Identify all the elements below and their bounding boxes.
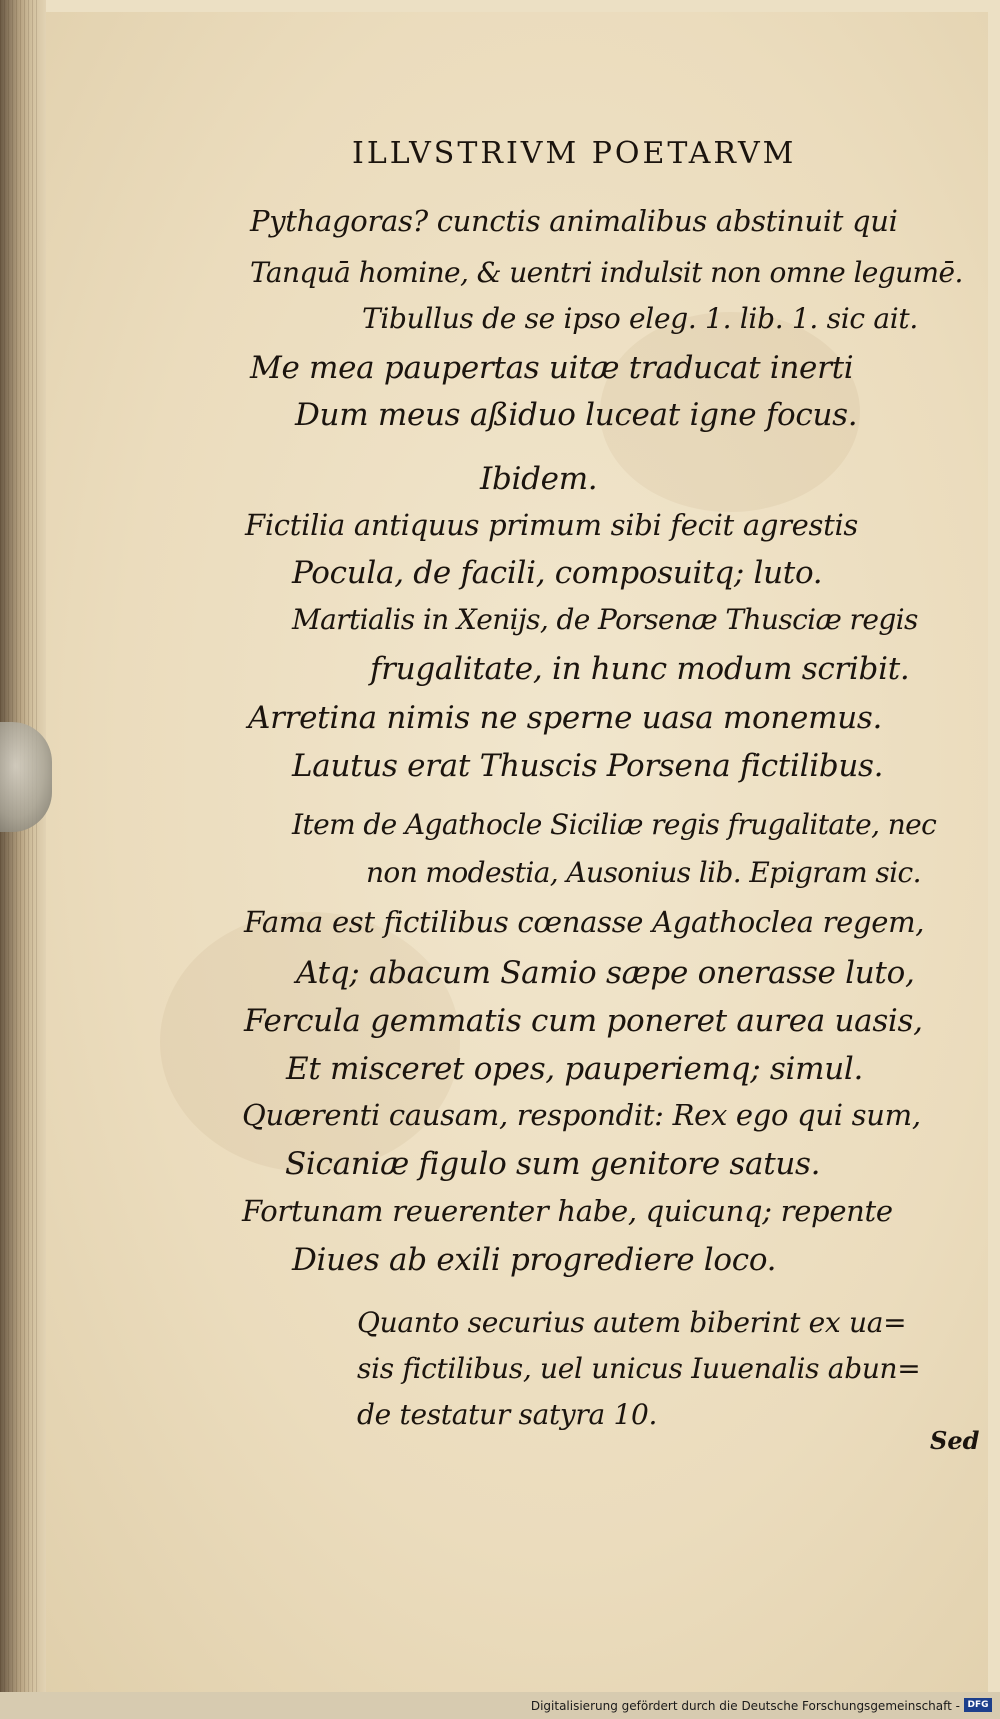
text-line: Pythagoras? cunctis animalibus abstinuit qui [250,204,898,238]
text-line: frugalitate, in hunc modum scribit. [370,651,910,687]
text-line: Tanquā homine, & uentri indulsit non omne legumē. [250,256,963,289]
digitization-credit: Digitalisierung gefördert durch die Deutsche Forschungsgemeinschaft - [530,1699,960,1713]
text-line: Tibullus de se ipso eleg. 1. lib. 1. sic ait. [362,302,918,335]
text-line: de testatur satyra 10. [357,1398,658,1431]
text-line: Fictilia antiquus primum sibi fecit agrestis [245,508,859,542]
text-line: Martialis in Xenijs, de Porsenæ Thusciæ regis [292,603,918,636]
text-line: non modestia, Ausonius lib. Epigram sic. [366,856,921,889]
text-line: Arretina nimis ne sperne uasa monemus. [248,700,883,736]
text-line: Lautus erat Thuscis Porsena fictilibus. [292,748,884,784]
text-line: Me mea paupertas uitæ traducat inerti [250,350,854,386]
footer-strip [0,1692,1000,1719]
text-line: Atq; abacum Samio sæpe onerasse luto, [296,955,915,991]
text-line: Item de Agathocle Siciliæ regis frugalitate, nec [292,808,937,841]
text-line: Quærenti causam, respondit: Rex ego qui sum, [242,1098,921,1132]
text-line: Ibidem. [480,461,598,497]
text-line: Quanto securius autem biberint ex ua= [357,1306,907,1339]
text-line: Dum meus aßiduo luceat igne focus. [295,397,858,433]
text-line: Et misceret opes, pauperiemq; simul. [286,1051,864,1087]
text-line: Fortunam reuerenter habe, quicunq; repente [242,1194,893,1228]
running-head: ILLVSTRIVM POETARVM [352,136,797,171]
text-line: Diues ab exili progrediere loco. [292,1242,777,1278]
catchword: Sed [930,1426,980,1455]
text-line: Fama est fictilibus cœnasse Agathoclea regem, [244,905,925,939]
text-line: sis fictilibus, uel unicus Iuuenalis abun= [357,1352,921,1385]
text-line: Pocula, de facili, composuitq; luto. [292,555,823,591]
text-line: Fercula gemmatis cum poneret aurea uasis, [244,1003,923,1039]
dfg-logo: DFG [964,1698,992,1712]
text-line: Sicaniæ figulo sum genitore satus. [285,1146,821,1182]
